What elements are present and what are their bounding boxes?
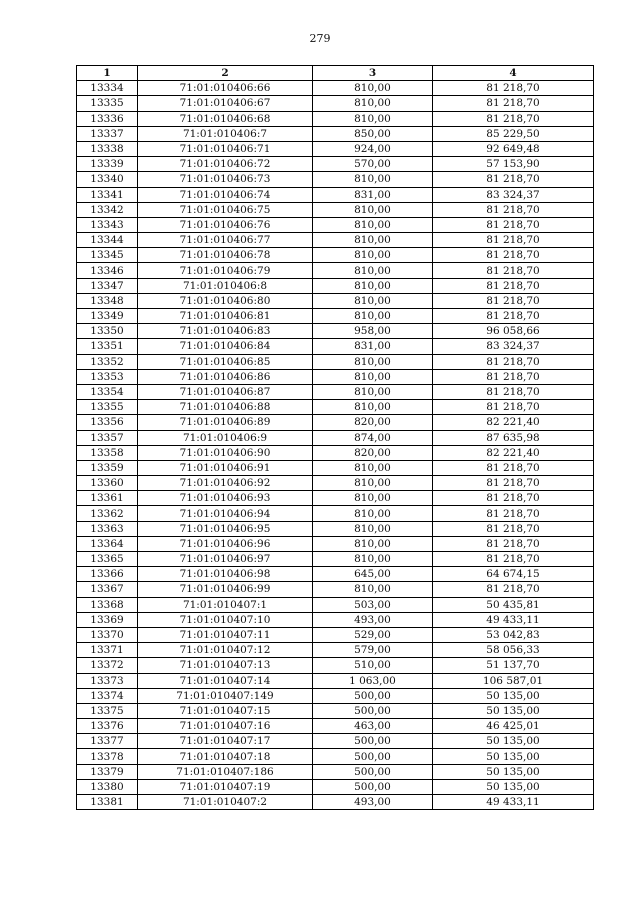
- area-cell: 810,00: [313, 521, 433, 536]
- table-row: [77, 415, 594, 430]
- area-cell: 820,00: [313, 445, 433, 460]
- table-row: [77, 779, 594, 794]
- value-cell: 50 135,00: [433, 688, 594, 703]
- cadastral-number-cell: 71:01:010406:66: [138, 81, 313, 96]
- cadastral-number-cell: 71:01:010407:16: [138, 719, 313, 734]
- value-cell: 49 433,11: [433, 795, 594, 810]
- cadastral-number-cell: 71:01:010406:97: [138, 552, 313, 567]
- value-cell: 50 135,00: [433, 764, 594, 779]
- table-body: [77, 81, 594, 810]
- table-row: [77, 278, 594, 293]
- row-number-cell: 13372: [77, 658, 138, 673]
- table-row: [77, 339, 594, 354]
- row-number-cell: 13353: [77, 369, 138, 384]
- cadastral-number-cell: 71:01:010406:91: [138, 460, 313, 475]
- area-cell: 493,00: [313, 612, 433, 627]
- table-row: [77, 263, 594, 278]
- area-cell: 810,00: [313, 233, 433, 248]
- cadastral-number-cell: 71:01:010406:89: [138, 415, 313, 430]
- area-cell: 810,00: [313, 536, 433, 551]
- cadastral-number-cell: 71:01:010406:92: [138, 476, 313, 491]
- area-cell: 810,00: [313, 202, 433, 217]
- cadastral-number-cell: 71:01:010406:94: [138, 506, 313, 521]
- row-number-cell: 13357: [77, 430, 138, 445]
- area-cell: 810,00: [313, 506, 433, 521]
- table-row: [77, 460, 594, 475]
- column-header-2: 2: [138, 66, 313, 81]
- row-number-cell: 13334: [77, 81, 138, 96]
- value-cell: 81 218,70: [433, 248, 594, 263]
- table-row: [77, 688, 594, 703]
- table-row: [77, 96, 594, 111]
- row-number-cell: 13335: [77, 96, 138, 111]
- area-cell: 810,00: [313, 460, 433, 475]
- value-cell: 106 587,01: [433, 673, 594, 688]
- row-number-cell: 13376: [77, 719, 138, 734]
- table-row: [77, 126, 594, 141]
- value-cell: 83 324,37: [433, 339, 594, 354]
- area-cell: 810,00: [313, 369, 433, 384]
- area-cell: 810,00: [313, 81, 433, 96]
- table-row: [77, 187, 594, 202]
- area-cell: 958,00: [313, 324, 433, 339]
- table-row: [77, 658, 594, 673]
- row-number-cell: 13365: [77, 552, 138, 567]
- row-number-cell: 13340: [77, 172, 138, 187]
- value-cell: 50 135,00: [433, 779, 594, 794]
- table-row: [77, 248, 594, 263]
- value-cell: 82 221,40: [433, 415, 594, 430]
- area-cell: 810,00: [313, 263, 433, 278]
- area-cell: 810,00: [313, 217, 433, 232]
- table-row: [77, 567, 594, 582]
- area-cell: 493,00: [313, 795, 433, 810]
- area-cell: 810,00: [313, 96, 433, 111]
- value-cell: 81 218,70: [433, 172, 594, 187]
- area-cell: 500,00: [313, 749, 433, 764]
- area-cell: 820,00: [313, 415, 433, 430]
- row-number-cell: 13368: [77, 597, 138, 612]
- area-cell: 500,00: [313, 688, 433, 703]
- value-cell: 81 218,70: [433, 217, 594, 232]
- page-number: 279: [309, 32, 331, 45]
- row-number-cell: 13381: [77, 795, 138, 810]
- cadastral-number-cell: 71:01:010407:12: [138, 643, 313, 658]
- table-row: [77, 597, 594, 612]
- cadastral-number-cell: 71:01:010406:84: [138, 339, 313, 354]
- row-number-cell: 13369: [77, 612, 138, 627]
- cadastral-number-cell: 71:01:010406:96: [138, 536, 313, 551]
- cadastral-number-cell: 71:01:010406:8: [138, 278, 313, 293]
- cadastral-number-cell: 71:01:010406:90: [138, 445, 313, 460]
- table-row: [77, 703, 594, 718]
- table-row: [77, 643, 594, 658]
- value-cell: 50 135,00: [433, 734, 594, 749]
- row-number-cell: 13370: [77, 627, 138, 642]
- area-cell: 850,00: [313, 126, 433, 141]
- row-number-cell: 13379: [77, 764, 138, 779]
- cadastral-number-cell: 71:01:010407:19: [138, 779, 313, 794]
- cadastral-number-cell: 71:01:010406:87: [138, 384, 313, 399]
- cadastral-number-cell: 71:01:010406:83: [138, 324, 313, 339]
- area-cell: 831,00: [313, 187, 433, 202]
- cadastral-number-cell: 71:01:010407:11: [138, 627, 313, 642]
- column-header-3: 3: [313, 66, 433, 81]
- row-number-cell: 13363: [77, 521, 138, 536]
- area-cell: 810,00: [313, 354, 433, 369]
- value-cell: 81 218,70: [433, 369, 594, 384]
- cadastral-number-cell: 71:01:010407:15: [138, 703, 313, 718]
- table-row: [77, 612, 594, 627]
- row-number-cell: 13355: [77, 400, 138, 415]
- row-number-cell: 13343: [77, 217, 138, 232]
- value-cell: 82 221,40: [433, 445, 594, 460]
- row-number-cell: 13378: [77, 749, 138, 764]
- table-row: [77, 795, 594, 810]
- table-row: [77, 627, 594, 642]
- value-cell: 49 433,11: [433, 612, 594, 627]
- table-row: [77, 506, 594, 521]
- cadastral-number-cell: 71:01:010406:78: [138, 248, 313, 263]
- table-row: [77, 719, 594, 734]
- table-row: [77, 324, 594, 339]
- value-cell: 81 218,70: [433, 309, 594, 324]
- table-row: [77, 764, 594, 779]
- area-cell: 579,00: [313, 643, 433, 658]
- value-cell: 57 153,90: [433, 157, 594, 172]
- cadastral-number-cell: 71:01:010406:67: [138, 96, 313, 111]
- row-number-cell: 13377: [77, 734, 138, 749]
- row-number-cell: 13341: [77, 187, 138, 202]
- cadastral-number-cell: 71:01:010406:68: [138, 111, 313, 126]
- area-cell: 503,00: [313, 597, 433, 612]
- table-row: [77, 309, 594, 324]
- cadastral-number-cell: 71:01:010406:99: [138, 582, 313, 597]
- table-header-row: [77, 66, 594, 81]
- row-number-cell: 13349: [77, 309, 138, 324]
- value-cell: 81 218,70: [433, 96, 594, 111]
- table-row: [77, 384, 594, 399]
- table-row: [77, 293, 594, 308]
- area-cell: 570,00: [313, 157, 433, 172]
- cadastral-number-cell: 71:01:010406:72: [138, 157, 313, 172]
- table-row: [77, 582, 594, 597]
- area-cell: 810,00: [313, 384, 433, 399]
- value-cell: 81 218,70: [433, 536, 594, 551]
- table-row: [77, 430, 594, 445]
- area-cell: 810,00: [313, 248, 433, 263]
- table-row: [77, 552, 594, 567]
- row-number-cell: 13352: [77, 354, 138, 369]
- column-header-1: 1: [77, 66, 138, 81]
- value-cell: 81 218,70: [433, 491, 594, 506]
- value-cell: 81 218,70: [433, 263, 594, 278]
- value-cell: 46 425,01: [433, 719, 594, 734]
- table-row: [77, 536, 594, 551]
- area-cell: 810,00: [313, 111, 433, 126]
- cadastral-number-cell: 71:01:010406:7: [138, 126, 313, 141]
- row-number-cell: 13374: [77, 688, 138, 703]
- value-cell: 81 218,70: [433, 202, 594, 217]
- row-number-cell: 13336: [77, 111, 138, 126]
- cadastral-number-cell: 71:01:010406:81: [138, 309, 313, 324]
- cadastral-number-cell: 71:01:010407:2: [138, 795, 313, 810]
- cadastral-number-cell: 71:01:010406:71: [138, 141, 313, 156]
- area-cell: 500,00: [313, 779, 433, 794]
- row-number-cell: 13364: [77, 536, 138, 551]
- cadastral-number-cell: 71:01:010406:86: [138, 369, 313, 384]
- value-cell: 81 218,70: [433, 293, 594, 308]
- cadastral-number-cell: 71:01:010407:1: [138, 597, 313, 612]
- table-row: [77, 476, 594, 491]
- cadastral-number-cell: 71:01:010406:79: [138, 263, 313, 278]
- row-number-cell: 13358: [77, 445, 138, 460]
- area-cell: 645,00: [313, 567, 433, 582]
- value-cell: 81 218,70: [433, 476, 594, 491]
- area-cell: 810,00: [313, 582, 433, 597]
- table-row: [77, 172, 594, 187]
- value-cell: 81 218,70: [433, 506, 594, 521]
- area-cell: 810,00: [313, 309, 433, 324]
- value-cell: 81 218,70: [433, 521, 594, 536]
- row-number-cell: 13344: [77, 233, 138, 248]
- area-cell: 810,00: [313, 293, 433, 308]
- cadastral-number-cell: 71:01:010407:149: [138, 688, 313, 703]
- area-cell: 831,00: [313, 339, 433, 354]
- table-row: [77, 217, 594, 232]
- area-cell: 500,00: [313, 764, 433, 779]
- value-cell: 85 229,50: [433, 126, 594, 141]
- cadastral-number-cell: 71:01:010406:76: [138, 217, 313, 232]
- value-cell: 50 135,00: [433, 749, 594, 764]
- cadastral-number-cell: 71:01:010406:77: [138, 233, 313, 248]
- value-cell: 96 058,66: [433, 324, 594, 339]
- area-cell: 529,00: [313, 627, 433, 642]
- cadastral-number-cell: 71:01:010406:88: [138, 400, 313, 415]
- value-cell: 81 218,70: [433, 233, 594, 248]
- area-cell: 810,00: [313, 400, 433, 415]
- cadastral-number-cell: 71:01:010407:13: [138, 658, 313, 673]
- value-cell: 81 218,70: [433, 278, 594, 293]
- table-row: [77, 491, 594, 506]
- area-cell: 810,00: [313, 278, 433, 293]
- cadastral-number-cell: 71:01:010406:9: [138, 430, 313, 445]
- value-cell: 81 218,70: [433, 111, 594, 126]
- cadastral-number-cell: 71:01:010406:73: [138, 172, 313, 187]
- row-number-cell: 13342: [77, 202, 138, 217]
- value-cell: 51 137,70: [433, 658, 594, 673]
- row-number-cell: 13354: [77, 384, 138, 399]
- row-number-cell: 13362: [77, 506, 138, 521]
- cadastral-number-cell: 71:01:010406:74: [138, 187, 313, 202]
- row-number-cell: 13347: [77, 278, 138, 293]
- row-number-cell: 13360: [77, 476, 138, 491]
- value-cell: 64 674,15: [433, 567, 594, 582]
- value-cell: 87 635,98: [433, 430, 594, 445]
- area-cell: 924,00: [313, 141, 433, 156]
- value-cell: 50 135,00: [433, 703, 594, 718]
- area-cell: 500,00: [313, 734, 433, 749]
- area-cell: 1 063,00: [313, 673, 433, 688]
- table-row: [77, 81, 594, 96]
- table-row: [77, 445, 594, 460]
- value-cell: 53 042,83: [433, 627, 594, 642]
- row-number-cell: 13359: [77, 460, 138, 475]
- value-cell: 83 324,37: [433, 187, 594, 202]
- table-row: [77, 354, 594, 369]
- table-row: [77, 749, 594, 764]
- cadastral-number-cell: 71:01:010406:93: [138, 491, 313, 506]
- row-number-cell: 13373: [77, 673, 138, 688]
- table-row: [77, 521, 594, 536]
- row-number-cell: 13375: [77, 703, 138, 718]
- table-row: [77, 141, 594, 156]
- table-row: [77, 673, 594, 688]
- value-cell: 58 056,33: [433, 643, 594, 658]
- table-row: [77, 400, 594, 415]
- row-number-cell: 13350: [77, 324, 138, 339]
- value-cell: 81 218,70: [433, 81, 594, 96]
- row-number-cell: 13345: [77, 248, 138, 263]
- row-number-cell: 13338: [77, 141, 138, 156]
- cadastral-number-cell: 71:01:010406:98: [138, 567, 313, 582]
- area-cell: 463,00: [313, 719, 433, 734]
- column-header-4: 4: [433, 66, 594, 81]
- cadastral-number-cell: 71:01:010407:14: [138, 673, 313, 688]
- cadastral-number-cell: 71:01:010406:80: [138, 293, 313, 308]
- cadastral-number-cell: 71:01:010406:75: [138, 202, 313, 217]
- row-number-cell: 13346: [77, 263, 138, 278]
- area-cell: 500,00: [313, 703, 433, 718]
- value-cell: 92 649,48: [433, 141, 594, 156]
- value-cell: 81 218,70: [433, 460, 594, 475]
- cadastral-number-cell: 71:01:010406:85: [138, 354, 313, 369]
- cadastral-number-cell: 71:01:010406:95: [138, 521, 313, 536]
- area-cell: 810,00: [313, 491, 433, 506]
- cadastral-number-cell: 71:01:010407:10: [138, 612, 313, 627]
- table-row: [77, 157, 594, 172]
- area-cell: 510,00: [313, 658, 433, 673]
- data-table: [76, 65, 594, 810]
- value-cell: 50 435,81: [433, 597, 594, 612]
- row-number-cell: 13371: [77, 643, 138, 658]
- table-row: [77, 111, 594, 126]
- row-number-cell: 13339: [77, 157, 138, 172]
- value-cell: 81 218,70: [433, 400, 594, 415]
- area-cell: 810,00: [313, 172, 433, 187]
- area-cell: 810,00: [313, 476, 433, 491]
- cadastral-number-cell: 71:01:010407:17: [138, 734, 313, 749]
- row-number-cell: 13337: [77, 126, 138, 141]
- area-cell: 810,00: [313, 552, 433, 567]
- row-number-cell: 13356: [77, 415, 138, 430]
- area-cell: 874,00: [313, 430, 433, 445]
- value-cell: 81 218,70: [433, 354, 594, 369]
- value-cell: 81 218,70: [433, 384, 594, 399]
- row-number-cell: 13367: [77, 582, 138, 597]
- cadastral-number-cell: 71:01:010407:18: [138, 749, 313, 764]
- row-number-cell: 13380: [77, 779, 138, 794]
- value-cell: 81 218,70: [433, 582, 594, 597]
- value-cell: 81 218,70: [433, 552, 594, 567]
- row-number-cell: 13351: [77, 339, 138, 354]
- table-row: [77, 369, 594, 384]
- table-row: [77, 734, 594, 749]
- cadastral-number-cell: 71:01:010407:186: [138, 764, 313, 779]
- row-number-cell: 13361: [77, 491, 138, 506]
- row-number-cell: 13366: [77, 567, 138, 582]
- row-number-cell: 13348: [77, 293, 138, 308]
- table-row: [77, 202, 594, 217]
- table-row: [77, 233, 594, 248]
